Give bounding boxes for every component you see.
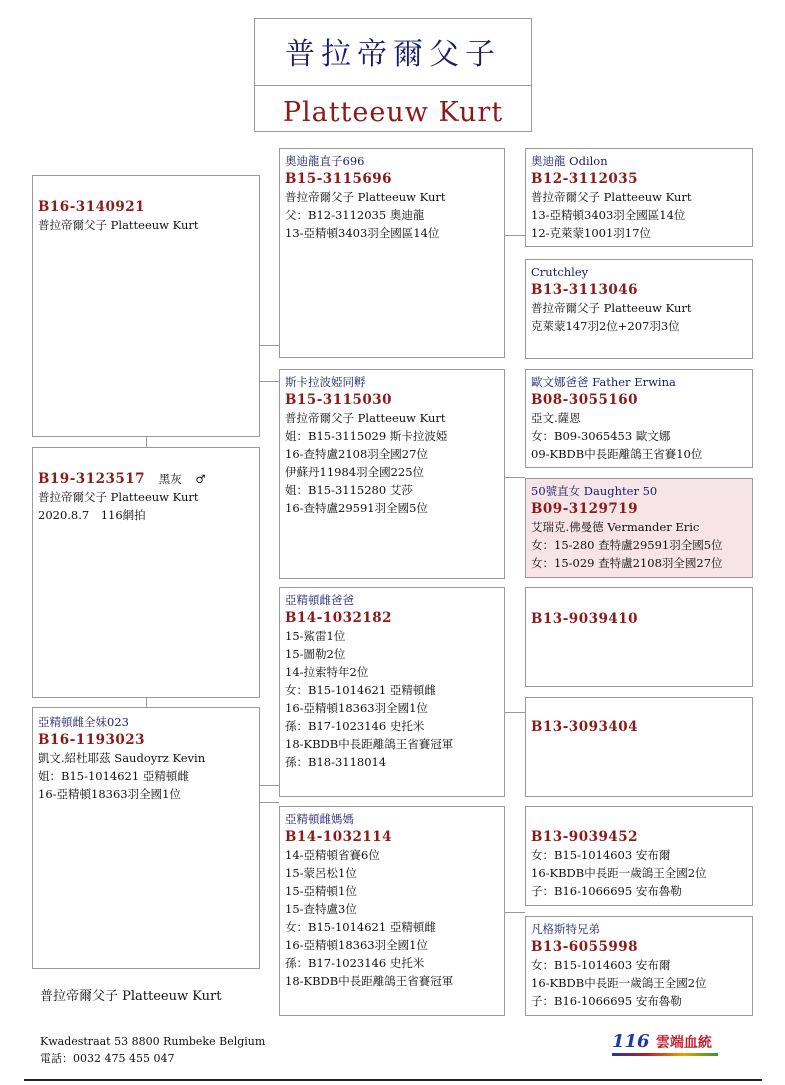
footer-address: Kwadestraat 53 8800 Rumbeke Belgium xyxy=(40,1035,266,1048)
sire-ring: B16-3140921 xyxy=(38,199,146,215)
ancestor-box xyxy=(525,806,753,906)
subject-info: 2020.8.7 116網拍 xyxy=(38,508,146,522)
pedigree-line: 12-克萊蒙1001羽17位 xyxy=(531,226,651,240)
connector-line xyxy=(259,802,279,803)
title-box xyxy=(254,18,532,132)
connector-line xyxy=(259,785,279,786)
subject-color: 黑灰 xyxy=(158,472,182,486)
ancestor-box xyxy=(525,148,753,247)
title-divider xyxy=(255,85,531,86)
pedigree-ring: B14-1032114 xyxy=(285,829,393,845)
logo xyxy=(612,1031,712,1052)
connector-line xyxy=(146,697,147,707)
connector-line xyxy=(505,712,525,713)
subject-ring: B19-3123517 xyxy=(38,471,146,487)
pedigree-line: 15-亞精頓1位 xyxy=(285,884,357,898)
pedigree-line: 姐：B15-3115029 斯卡拉波婭 xyxy=(285,429,448,443)
connector-line xyxy=(146,437,147,447)
pedigree-line: 09-KBDB中長距離鴿王省賽10位 xyxy=(531,447,703,461)
pedigree-line: 普拉帝爾父子 Platteeuw Kurt xyxy=(531,301,692,315)
subject-sex: ♂ xyxy=(195,472,206,486)
pedigree-head: 50號直女 Daughter 50 xyxy=(531,484,658,498)
subject-owner: 普拉帝爾父子 Platteeuw Kurt xyxy=(38,490,199,504)
pedigree-line: 14-亞精頓省賽6位 xyxy=(285,848,380,862)
ancestor-box xyxy=(525,587,753,687)
pedigree-line: 女：B15-1014621 亞精頓雌 xyxy=(285,683,436,697)
pedigree-line: 女：15-280 查特盧29591羽全國5位 xyxy=(531,538,723,552)
pedigree-head: 凡格斯特兄弟 xyxy=(531,922,600,936)
pedigree-line: 15-鯊雷1位 xyxy=(285,629,346,643)
pedigree-head: 亞精頓雌爸爸 xyxy=(285,593,354,607)
ancestor-box xyxy=(525,697,753,797)
footer-phone: 電話：0032 475 455 047 xyxy=(40,1052,175,1065)
pedigree-ring: B15-3115696 xyxy=(285,171,393,187)
pedigree-line: 孫：B17-1023146 史托米 xyxy=(285,719,425,733)
pedigree-line: 艾瑞克.佛曼德 Vermander Eric xyxy=(531,520,700,534)
subject-box xyxy=(32,447,260,698)
pedigree-line: 女：B15-1014603 安布爾 xyxy=(531,958,671,972)
pedigree-ring: B13-3093404 xyxy=(531,719,639,735)
granddam-paternal-box xyxy=(279,369,505,579)
connector-line xyxy=(259,345,279,346)
pedigree-line: 15-查特盧3位 xyxy=(285,902,357,916)
connector-line xyxy=(505,235,525,236)
ancestor-box-highlighted xyxy=(525,478,753,578)
pedigree-line: 普拉帝爾父子 Platteeuw Kurt xyxy=(531,190,692,204)
pedigree-line: 15-蒙呂松1位 xyxy=(285,866,357,880)
title-english: Platteeuw Kurt xyxy=(282,97,504,128)
pedigree-ring: B09-3129719 xyxy=(531,501,639,517)
pedigree-line: 克萊蒙147羽2位+207羽3位 xyxy=(531,319,680,333)
pedigree-line: 女：B15-1014603 安布爾 xyxy=(531,848,671,862)
pedigree-ring: B13-3113046 xyxy=(531,282,639,298)
bottom-divider xyxy=(24,1079,762,1081)
ancestor-box xyxy=(525,369,753,468)
connector-line xyxy=(259,381,279,382)
pedigree-line: 15-圖勒2位 xyxy=(285,647,346,661)
pedigree-line: 16-KBDB中長距一歲鴿王全國2位 xyxy=(531,866,707,880)
pedigree-line: 16-亞精頓18363羽全國1位 xyxy=(285,938,428,952)
pedigree-ring: B08-3055160 xyxy=(531,392,639,408)
pedigree-line: 亞文.薩恩 xyxy=(531,411,581,425)
pedigree-line: 14-拉索特年2位 xyxy=(285,665,369,679)
footer-breeder-name: 普拉帝爾父子 Platteeuw Kurt xyxy=(40,989,222,1004)
pedigree-line: 女：B15-1014621 亞精頓雌 xyxy=(285,920,436,934)
pedigree-line: 16-亞精頓18363羽全國1位 xyxy=(285,701,428,715)
ancestor-box xyxy=(525,259,753,359)
granddam-maternal-box xyxy=(279,806,505,1016)
pedigree-line: 父：B12-3112035 奧迪龍 xyxy=(285,208,425,222)
pedigree-ring: B15-3115030 xyxy=(285,392,393,408)
pedigree-line: 13-亞精頓3403羽全國區14位 xyxy=(285,226,440,240)
pedigree-line: 18-KBDB中長距離鴿王省賽冠軍 xyxy=(285,974,454,988)
dam-head: 亞精頓雌全妹023 xyxy=(38,715,129,729)
grandsire-maternal-box xyxy=(279,587,505,797)
dam-line: 凱文.紹杜耶茲 Saudoyrz Kevin xyxy=(38,751,206,765)
grandsire-paternal-box xyxy=(279,148,505,358)
pedigree-head: 亞精頓雌媽媽 xyxy=(285,812,354,826)
pedigree-line: 姐：B15-3115280 艾莎 xyxy=(285,483,413,497)
pedigree-line: 伊蘇丹11984羽全國225位 xyxy=(285,465,425,479)
pedigree-ring: B13-6055998 xyxy=(531,939,639,955)
ancestor-box xyxy=(525,916,753,1016)
logo-underline xyxy=(612,1053,718,1056)
pedigree-line: 子：B16-1066695 安布魯勒 xyxy=(531,884,682,898)
pedigree-line: 女：B09-3065453 歐文娜 xyxy=(531,429,671,443)
pedigree-line: 16-查特盧29591羽全國5位 xyxy=(285,501,428,515)
pedigree-head: 奧迪龍直子696 xyxy=(285,154,365,168)
connector-line xyxy=(505,912,525,913)
pedigree-line: 孫：B18-3118014 xyxy=(285,755,387,769)
pedigree-ring: B14-1032182 xyxy=(285,610,393,626)
pedigree-line: 孫：B17-1023146 史托米 xyxy=(285,956,425,970)
logo-text: 雲端血統 xyxy=(655,1035,712,1051)
dam-line: 16-亞精頓18363羽全國1位 xyxy=(38,787,181,801)
pedigree-ring: B13-9039410 xyxy=(531,611,639,627)
pedigree-ring: B12-3112035 xyxy=(531,171,639,187)
pedigree-line: 18-KBDB中長距離鴿王省賽冠軍 xyxy=(285,737,454,751)
pedigree-line: 普拉帝爾父子 Platteeuw Kurt xyxy=(285,411,446,425)
sire-box xyxy=(32,175,260,437)
logo-number: 116 xyxy=(612,1031,650,1052)
pedigree-head: 奧迪龍 Odilon xyxy=(531,154,608,168)
pedigree-line: 子：B16-1066695 安布魯勒 xyxy=(531,994,682,1008)
title-chinese: 普拉帝爾父子 xyxy=(285,37,501,72)
pedigree-line: 女：15-029 查特盧2108羽全國27位 xyxy=(531,556,723,570)
pedigree-line: 13-亞精頓3403羽全國區14位 xyxy=(531,208,686,222)
footer-contact xyxy=(40,1033,265,1067)
pedigree-head: 歐文娜爸爸 Father Erwina xyxy=(531,375,676,389)
dam-ring: B16-1193023 xyxy=(38,732,146,748)
pedigree-line: 16-查特盧2108羽全國27位 xyxy=(285,447,428,461)
pedigree-ring: B13-9039452 xyxy=(531,829,639,845)
pedigree-head: Crutchley xyxy=(531,265,589,279)
pedigree-line: 16-KBDB中長距一歲鴿王全國2位 xyxy=(531,976,707,990)
pedigree-line: 普拉帝爾父子 Platteeuw Kurt xyxy=(285,190,446,204)
sire-owner: 普拉帝爾父子 Platteeuw Kurt xyxy=(38,218,199,232)
dam-line: 姐：B15-1014621 亞精頓雌 xyxy=(38,769,189,783)
pedigree-head: 斯卡拉波婭同孵 xyxy=(285,375,366,389)
dam-box xyxy=(32,707,260,969)
connector-line xyxy=(505,477,525,478)
